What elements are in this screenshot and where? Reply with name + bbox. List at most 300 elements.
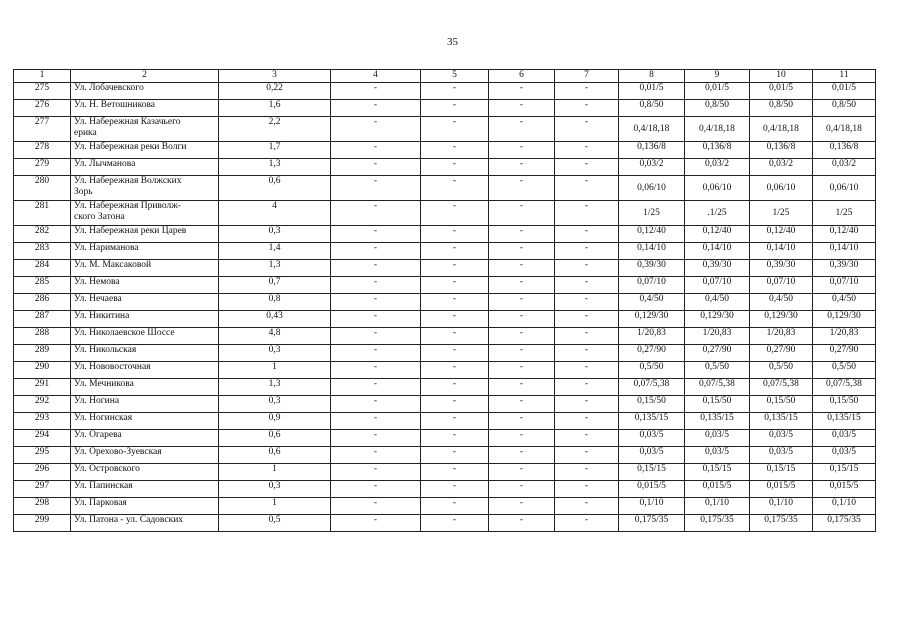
col5-cell: - [421, 201, 489, 226]
street-name-cell [71, 159, 219, 176]
col8-cell: 0,4/50 [619, 294, 685, 311]
row-number-cell: 286 [14, 294, 71, 311]
col11-cell: 1/25 [813, 201, 876, 226]
col9-cell: 0,129/30 [685, 311, 750, 328]
col9-cell: 0,8/50 [685, 100, 750, 117]
table-row [14, 328, 876, 345]
street-name-line: Ул. Нариманова [74, 243, 139, 253]
col5-cell: - [421, 498, 489, 515]
col5-cell: - [421, 277, 489, 294]
street-name-line: Ул. Немова [74, 277, 120, 287]
col11-cell: 0,27/90 [813, 345, 876, 362]
col9-cell: 0,14/10 [685, 243, 750, 260]
length-cell: 0,6 [219, 447, 331, 464]
col6-cell: - [489, 430, 555, 447]
col7-cell: - [555, 142, 619, 159]
col10-cell: 0,12/40 [750, 226, 813, 243]
length-cell: 1,7 [219, 142, 331, 159]
street-name-line: Ул. Никольская [74, 345, 137, 355]
col11-cell: 0,015/5 [813, 481, 876, 498]
col4-cell: - [331, 100, 421, 117]
col4-cell: - [331, 243, 421, 260]
col7-cell: - [555, 515, 619, 532]
col11-cell: 0,1/10 [813, 498, 876, 515]
col4-cell: - [331, 345, 421, 362]
col8-cell: 1/20,83 [619, 328, 685, 345]
page-number: 35 [447, 36, 458, 48]
col4-cell: - [331, 226, 421, 243]
col10-cell: 0,1/10 [750, 498, 813, 515]
col4-cell: - [331, 396, 421, 413]
col11-cell: 0,14/10 [813, 243, 876, 260]
header-cell: 10 [750, 70, 813, 83]
col11-cell: 0,135/15 [813, 413, 876, 430]
table-row [14, 481, 876, 498]
col4-cell: - [331, 176, 421, 201]
street-name-line: Ул. Набережная реки Царев [74, 226, 187, 236]
length-cell: 0,6 [219, 176, 331, 201]
col4-cell: - [331, 430, 421, 447]
col8-cell: 1/25 [619, 201, 685, 226]
col10-cell: 0,01/5 [750, 83, 813, 100]
col9-cell: 0,27/90 [685, 345, 750, 362]
row-number-cell: 282 [14, 226, 71, 243]
col6-cell: - [489, 498, 555, 515]
length-cell: 0,3 [219, 396, 331, 413]
col10-cell: 0,27/90 [750, 345, 813, 362]
table-row [14, 226, 876, 243]
col7-cell: - [555, 345, 619, 362]
col6-cell: - [489, 396, 555, 413]
col8-cell: 0,15/15 [619, 464, 685, 481]
street-name-cell [71, 226, 219, 243]
length-cell: 1,3 [219, 159, 331, 176]
col4-cell: - [331, 260, 421, 277]
col8-cell: 0,135/15 [619, 413, 685, 430]
col4-cell: - [331, 159, 421, 176]
col7-cell: - [555, 311, 619, 328]
length-cell: 0,5 [219, 515, 331, 532]
col8-cell: 0,14/10 [619, 243, 685, 260]
street-name-cell [71, 515, 219, 532]
col11-cell: 0,39/30 [813, 260, 876, 277]
col5-cell: - [421, 328, 489, 345]
row-number-cell: 293 [14, 413, 71, 430]
row-number-cell: 287 [14, 311, 71, 328]
header-cell: 5 [421, 70, 489, 83]
col6-cell: - [489, 413, 555, 430]
col8-cell: 0,07/10 [619, 277, 685, 294]
table-row [14, 277, 876, 294]
street-name-cell [71, 201, 219, 226]
col7-cell: - [555, 83, 619, 100]
col7-cell: - [555, 328, 619, 345]
col7-cell: - [555, 226, 619, 243]
street-name-line: Зорь [74, 187, 93, 197]
col6-cell: - [489, 201, 555, 226]
col9-cell: 0,15/50 [685, 396, 750, 413]
col6-cell: - [489, 243, 555, 260]
col8-cell: 0,015/5 [619, 481, 685, 498]
length-cell: 0,43 [219, 311, 331, 328]
row-number-cell: 291 [14, 379, 71, 396]
table-row [14, 83, 876, 100]
col9-cell: 0,015/5 [685, 481, 750, 498]
col9-cell: 1/20,83 [685, 328, 750, 345]
col9-cell: 0,07/10 [685, 277, 750, 294]
col7-cell: - [555, 464, 619, 481]
col4-cell: - [331, 447, 421, 464]
col6-cell: - [489, 345, 555, 362]
header-cell: 4 [331, 70, 421, 83]
col11-cell: 0,129/30 [813, 311, 876, 328]
col11-cell: 0,06/10 [813, 176, 876, 201]
street-name-cell [71, 100, 219, 117]
col11-cell: 0,07/10 [813, 277, 876, 294]
col8-cell: 0,03/5 [619, 430, 685, 447]
col5-cell: - [421, 311, 489, 328]
table-row [14, 515, 876, 532]
col9-cell: 0,4/50 [685, 294, 750, 311]
street-name-line: Ул. М. Максаковой [74, 260, 152, 270]
col11-cell: 1/20,83 [813, 328, 876, 345]
col8-cell: 0,03/5 [619, 447, 685, 464]
table-row [14, 464, 876, 481]
col5-cell: - [421, 515, 489, 532]
col8-cell: 0,27/90 [619, 345, 685, 362]
col8-cell: 0,129/30 [619, 311, 685, 328]
length-cell: 0,3 [219, 481, 331, 498]
header-cell: 1 [14, 70, 71, 83]
col8-cell: 0,15/50 [619, 396, 685, 413]
col10-cell: 0,15/50 [750, 396, 813, 413]
col5-cell: - [421, 159, 489, 176]
col11-cell: 0,03/2 [813, 159, 876, 176]
header-cell: 6 [489, 70, 555, 83]
street-name-cell [71, 243, 219, 260]
street-name-cell [71, 430, 219, 447]
row-number-cell: 297 [14, 481, 71, 498]
table-row [14, 498, 876, 515]
col7-cell: - [555, 481, 619, 498]
col10-cell: 0,4/50 [750, 294, 813, 311]
col7-cell: - [555, 117, 619, 142]
col6-cell: - [489, 328, 555, 345]
col9-cell: 0,03/2 [685, 159, 750, 176]
street-name-line: Ул. Лычманова [74, 159, 136, 169]
col11-cell: 0,01/5 [813, 83, 876, 100]
street-name-cell [71, 379, 219, 396]
col11-cell: 0,15/50 [813, 396, 876, 413]
col4-cell: - [331, 294, 421, 311]
col10-cell: 0,07/5,38 [750, 379, 813, 396]
col7-cell: - [555, 294, 619, 311]
col5-cell: - [421, 83, 489, 100]
street-name-cell [71, 328, 219, 345]
col6-cell: - [489, 277, 555, 294]
col5-cell: - [421, 396, 489, 413]
col5-cell: - [421, 176, 489, 201]
col9-cell: 0,03/5 [685, 430, 750, 447]
length-cell: 1,4 [219, 243, 331, 260]
col6-cell: - [489, 379, 555, 396]
col7-cell: - [555, 243, 619, 260]
street-name-line: Ул. Лобачевского [74, 83, 144, 93]
col4-cell: - [331, 498, 421, 515]
length-cell: 0,9 [219, 413, 331, 430]
col10-cell: 0,03/2 [750, 159, 813, 176]
col6-cell: - [489, 294, 555, 311]
street-name-cell [71, 142, 219, 159]
col6-cell: - [489, 83, 555, 100]
col10-cell: 0,136/8 [750, 142, 813, 159]
col10-cell: 0,03/5 [750, 430, 813, 447]
street-name-cell [71, 83, 219, 100]
table-row [14, 117, 876, 142]
row-number-cell: 284 [14, 260, 71, 277]
col10-cell: 0,15/15 [750, 464, 813, 481]
street-name-cell [71, 498, 219, 515]
col6-cell: - [489, 100, 555, 117]
length-cell: 1 [219, 498, 331, 515]
street-name-line: Ул. Орехово-Зуевская [74, 447, 162, 457]
col8-cell: 0,01/5 [619, 83, 685, 100]
col5-cell: - [421, 100, 489, 117]
col11-cell: 0,03/5 [813, 430, 876, 447]
length-cell: 1 [219, 362, 331, 379]
col8-cell: 0,03/2 [619, 159, 685, 176]
col6-cell: - [489, 515, 555, 532]
table-row [14, 100, 876, 117]
col8-cell: 0,06/10 [619, 176, 685, 201]
col5-cell: - [421, 464, 489, 481]
street-name-line: Ул. Нововосточная [74, 362, 151, 372]
col4-cell: - [331, 142, 421, 159]
header-cell: 3 [219, 70, 331, 83]
table-row [14, 447, 876, 464]
col9-cell: 0,135/15 [685, 413, 750, 430]
col11-cell: 0,03/5 [813, 447, 876, 464]
col7-cell: - [555, 379, 619, 396]
header-cell: 8 [619, 70, 685, 83]
row-number-cell: 294 [14, 430, 71, 447]
length-cell: 2,2 [219, 117, 331, 142]
col8-cell: 0,5/50 [619, 362, 685, 379]
table-row [14, 413, 876, 430]
table-body [14, 83, 876, 532]
street-name-line: ерика [74, 128, 97, 138]
col5-cell: - [421, 481, 489, 498]
col9-cell: 0,1/10 [685, 498, 750, 515]
street-name-line: Ул. Набережная Приволж- [74, 201, 181, 211]
col6-cell: - [489, 481, 555, 498]
col9-cell: 0,136/8 [685, 142, 750, 159]
col9-cell: 0,01/5 [685, 83, 750, 100]
table-row [14, 379, 876, 396]
col7-cell: - [555, 396, 619, 413]
col4-cell: - [331, 379, 421, 396]
length-cell: 0,8 [219, 294, 331, 311]
col4-cell: - [331, 117, 421, 142]
col7-cell: - [555, 362, 619, 379]
col10-cell: 0,8/50 [750, 100, 813, 117]
street-name-cell [71, 413, 219, 430]
col5-cell: - [421, 430, 489, 447]
street-name-cell [71, 277, 219, 294]
row-number-cell: 290 [14, 362, 71, 379]
col10-cell: 0,4/18,18 [750, 117, 813, 142]
length-cell: 0,6 [219, 430, 331, 447]
col9-cell: .1/25 [685, 201, 750, 226]
row-number-cell: 296 [14, 464, 71, 481]
col10-cell: 0,175/35 [750, 515, 813, 532]
row-number-cell: 279 [14, 159, 71, 176]
length-cell: 0,7 [219, 277, 331, 294]
col10-cell: 1/20,83 [750, 328, 813, 345]
col4-cell: - [331, 311, 421, 328]
col11-cell: 0,136/8 [813, 142, 876, 159]
row-number-cell: 281 [14, 201, 71, 226]
col11-cell: 0,4/18,18 [813, 117, 876, 142]
street-name-cell [71, 447, 219, 464]
street-name-cell [71, 396, 219, 413]
col5-cell: - [421, 226, 489, 243]
col4-cell: - [331, 201, 421, 226]
col5-cell: - [421, 345, 489, 362]
street-name-cell [71, 260, 219, 277]
col9-cell: 0,03/5 [685, 447, 750, 464]
street-name-line: Ул. Огарева [74, 430, 122, 440]
col4-cell: - [331, 83, 421, 100]
street-name-cell [71, 117, 219, 142]
col10-cell: 0,39/30 [750, 260, 813, 277]
table-row [14, 362, 876, 379]
col8-cell: 0,39/30 [619, 260, 685, 277]
length-cell: 4 [219, 201, 331, 226]
col7-cell: - [555, 498, 619, 515]
length-cell: 4,8 [219, 328, 331, 345]
col5-cell: - [421, 379, 489, 396]
col9-cell: 0,5/50 [685, 362, 750, 379]
row-number-cell: 289 [14, 345, 71, 362]
table-row [14, 142, 876, 159]
col10-cell: 0,03/5 [750, 447, 813, 464]
col10-cell: 0,129/30 [750, 311, 813, 328]
table-row [14, 260, 876, 277]
table-row [14, 201, 876, 226]
street-name-line: Ул. Мечникова [74, 379, 134, 389]
col5-cell: - [421, 413, 489, 430]
table-row [14, 311, 876, 328]
col8-cell: 0,4/18,18 [619, 117, 685, 142]
length-cell: 1,3 [219, 379, 331, 396]
col5-cell: - [421, 117, 489, 142]
table-row [14, 159, 876, 176]
col8-cell: 0,1/10 [619, 498, 685, 515]
col5-cell: - [421, 447, 489, 464]
col10-cell: 0,5/50 [750, 362, 813, 379]
street-name-line: Ул. Папинская [74, 481, 133, 491]
street-name-line: Ул. Патона - ул. Садовских [74, 515, 184, 525]
col9-cell: 0,175/35 [685, 515, 750, 532]
col6-cell: - [489, 464, 555, 481]
col10-cell: 1/25 [750, 201, 813, 226]
col11-cell: 0,4/50 [813, 294, 876, 311]
col6-cell: - [489, 260, 555, 277]
col8-cell: 0,12/40 [619, 226, 685, 243]
row-number-cell: 277 [14, 117, 71, 142]
length-cell: 0,22 [219, 83, 331, 100]
col6-cell: - [489, 226, 555, 243]
col7-cell: - [555, 260, 619, 277]
row-number-cell: 288 [14, 328, 71, 345]
col7-cell: - [555, 159, 619, 176]
col6-cell: - [489, 447, 555, 464]
col7-cell: - [555, 100, 619, 117]
street-name-cell [71, 464, 219, 481]
street-name-line: Ул. Парковая [74, 498, 127, 508]
length-cell: 1,6 [219, 100, 331, 117]
col10-cell: 0,135/15 [750, 413, 813, 430]
col7-cell: - [555, 413, 619, 430]
street-name-line: Ул. Набережная Казачьего [74, 117, 181, 127]
length-cell: 0,3 [219, 226, 331, 243]
row-number-cell: 276 [14, 100, 71, 117]
col8-cell: 0,175/35 [619, 515, 685, 532]
col7-cell: - [555, 430, 619, 447]
street-name-line: Ул. Нечаева [74, 294, 122, 304]
table-row [14, 294, 876, 311]
col6-cell: - [489, 117, 555, 142]
col4-cell: - [331, 515, 421, 532]
col4-cell: - [331, 328, 421, 345]
col4-cell: - [331, 464, 421, 481]
row-number-cell: 275 [14, 83, 71, 100]
roads-table [13, 69, 876, 532]
street-name-line: Ул. Никитина [74, 311, 130, 321]
row-number-cell: 299 [14, 515, 71, 532]
col9-cell: 0,15/15 [685, 464, 750, 481]
street-name-line: Ул. Николаевское Шоссе [74, 328, 175, 338]
col7-cell: - [555, 176, 619, 201]
row-number-cell: 278 [14, 142, 71, 159]
row-number-cell: 285 [14, 277, 71, 294]
street-name-cell [71, 176, 219, 201]
col4-cell: - [331, 481, 421, 498]
col11-cell: 0,15/15 [813, 464, 876, 481]
col8-cell: 0,07/5,38 [619, 379, 685, 396]
col9-cell: 0,06/10 [685, 176, 750, 201]
table-row [14, 430, 876, 447]
street-name-line: Ул. Н. Ветошникова [74, 100, 156, 110]
table-row [14, 176, 876, 201]
col6-cell: - [489, 176, 555, 201]
row-number-cell: 298 [14, 498, 71, 515]
header-row [14, 70, 876, 83]
row-number-cell: 292 [14, 396, 71, 413]
col10-cell: 0,07/10 [750, 277, 813, 294]
col6-cell: - [489, 142, 555, 159]
row-number-cell: 280 [14, 176, 71, 201]
length-cell: 1 [219, 464, 331, 481]
col8-cell: 0,8/50 [619, 100, 685, 117]
street-name-cell [71, 294, 219, 311]
col7-cell: - [555, 201, 619, 226]
col4-cell: - [331, 362, 421, 379]
col11-cell: 0,175/35 [813, 515, 876, 532]
col6-cell: - [489, 159, 555, 176]
street-name-cell [71, 362, 219, 379]
